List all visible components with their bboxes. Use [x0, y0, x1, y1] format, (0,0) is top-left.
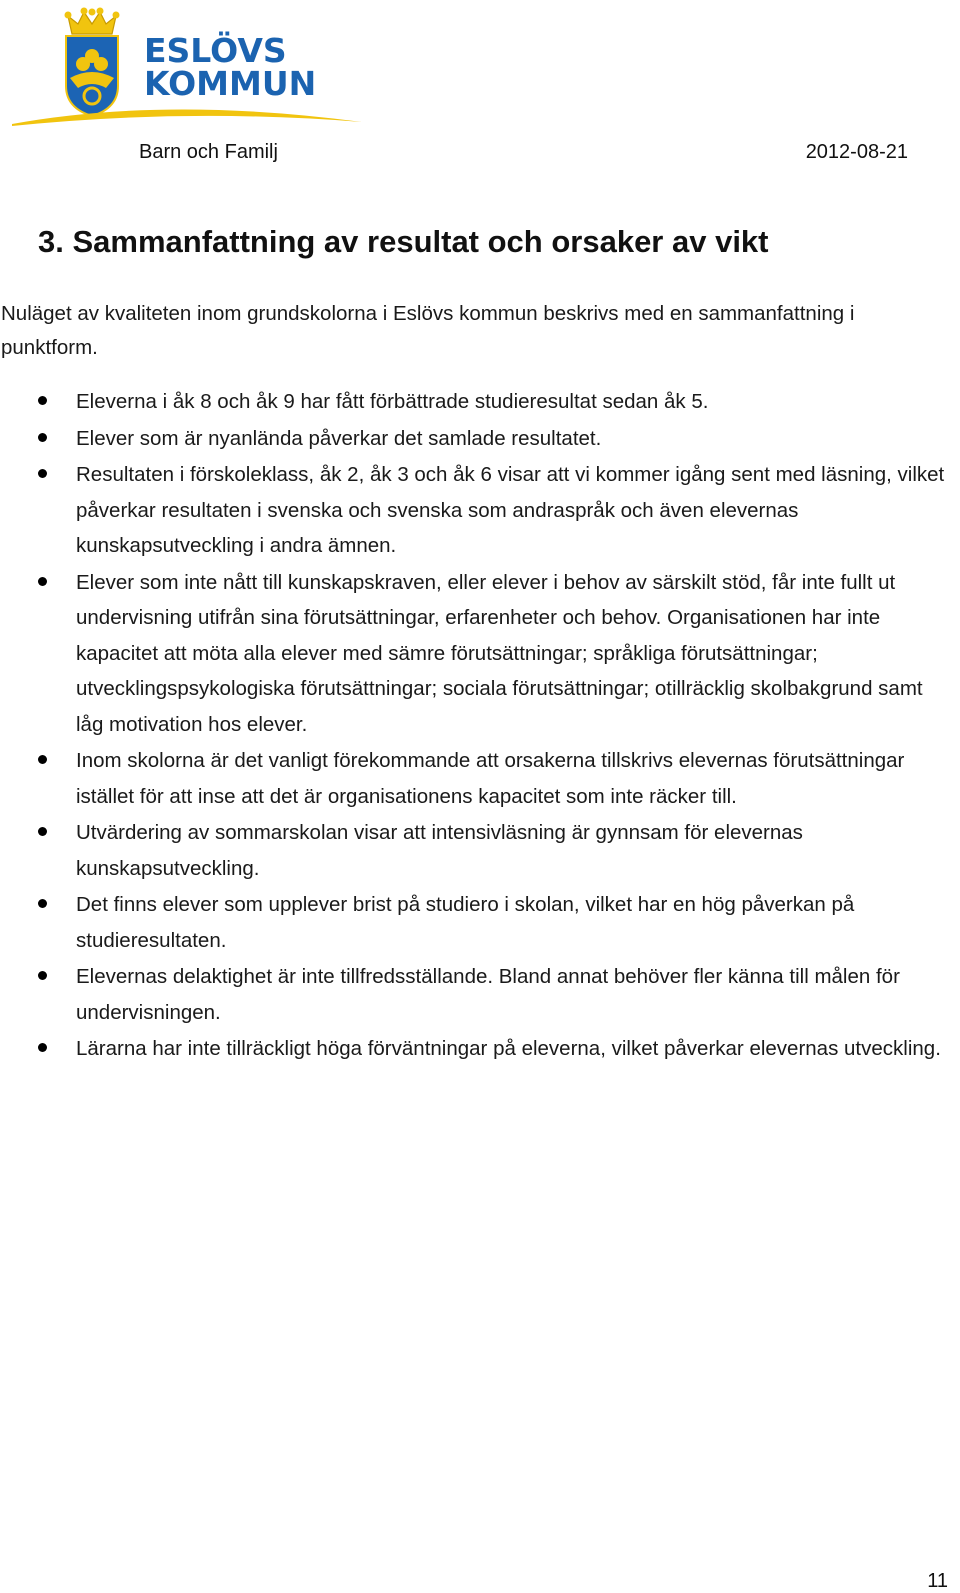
bullet-icon: [38, 577, 47, 586]
list-item-text: Eleverna i åk 8 och åk 9 har fått förbättrade studieresultat sedan åk 5.: [76, 390, 709, 413]
bullet-icon: [38, 899, 47, 908]
bullet-icon: [38, 1043, 47, 1052]
shield-icon: [66, 36, 118, 116]
section-title: 3. Sammanfattning av resultat och orsaker av vikt: [38, 224, 769, 259]
list-item: [0, 743, 955, 814]
crown-icon: [65, 8, 120, 35]
list-item-text: Utvärdering av sommarskolan visar att intensivläsning är gynnsam för elevernas kunskapsutveckling.: [76, 821, 803, 880]
summary-list: [0, 384, 955, 1068]
header-department: Barn och Familj: [139, 141, 278, 163]
bullet-icon: [38, 827, 47, 836]
eslovs-kommun-logo: [6, 4, 362, 128]
bullet-icon: [38, 755, 47, 764]
list-item-text: Inom skolorna är det vanligt förekommande att orsakerna tillskrivs elevernas förutsättningar istället för att inse att det är organisationens kapacitet som inte räcker till.: [76, 749, 905, 808]
intro-paragraph: Nuläget av kvaliteten inom grundskolorna i Eslövs kommun beskrivs med en sammanfattning i punktform.: [1, 302, 855, 359]
list-item: [0, 421, 955, 457]
bullet-icon: [38, 971, 47, 980]
list-item: [0, 384, 955, 420]
page-number: 11: [927, 1570, 948, 1592]
list-item: [0, 1031, 955, 1067]
list-item-text: Det finns elever som upplever brist på studiero i skolan, vilket har en hög påverkan på studieresultaten.: [76, 893, 855, 952]
header-date: 2012-08-21: [805, 141, 908, 163]
bullet-icon: [38, 469, 47, 478]
list-item: [0, 887, 955, 958]
list-item-text: Lärarna har inte tillräckligt höga förväntningar på eleverna, vilket påverkar elevernas utveckling.: [76, 1037, 941, 1060]
list-item-text: Elever som är nyanlända påverkar det samlade resultatet.: [76, 426, 602, 450]
bullet-icon: [38, 433, 47, 442]
logo-line1: ESLÖVS: [144, 31, 287, 70]
list-item-text: Elever som inte nått till kunskapskraven, eller elever i behov av särskilt stöd, får inte fullt ut undervisning utifrån sina förutsättningar, erfarenheter och behov. Organisationen har inte kapacitet att möta alla elever med sämre förutsättningar; språkliga förutsättningar; utvecklingspsykologiska förutsättningar; sociala förutsättningar; otillräcklig skolbakgrund samt låg motivation hos elever.: [76, 570, 923, 736]
list-item: [0, 565, 955, 743]
logo-line2: KOMMUN: [144, 64, 317, 103]
list-item-text: Elevernas delaktighet är inte tillfredsställande. Bland annat behöver fler känna till målen för undervisningen.: [76, 965, 900, 1024]
list-item: [0, 815, 955, 886]
bullet-icon: [38, 396, 47, 405]
swoosh-decoration: [12, 109, 362, 126]
list-item: [0, 959, 955, 1030]
list-item-text: Resultaten i förskoleklass, åk 2, åk 3 och åk 6 visar att vi kommer igång sent med läsning, vilket påverkar resultaten i svenska och svenska som andraspråk och även elevernas kunskapsutveckling i andra ämnen.: [76, 463, 945, 557]
list-item: [0, 457, 955, 564]
